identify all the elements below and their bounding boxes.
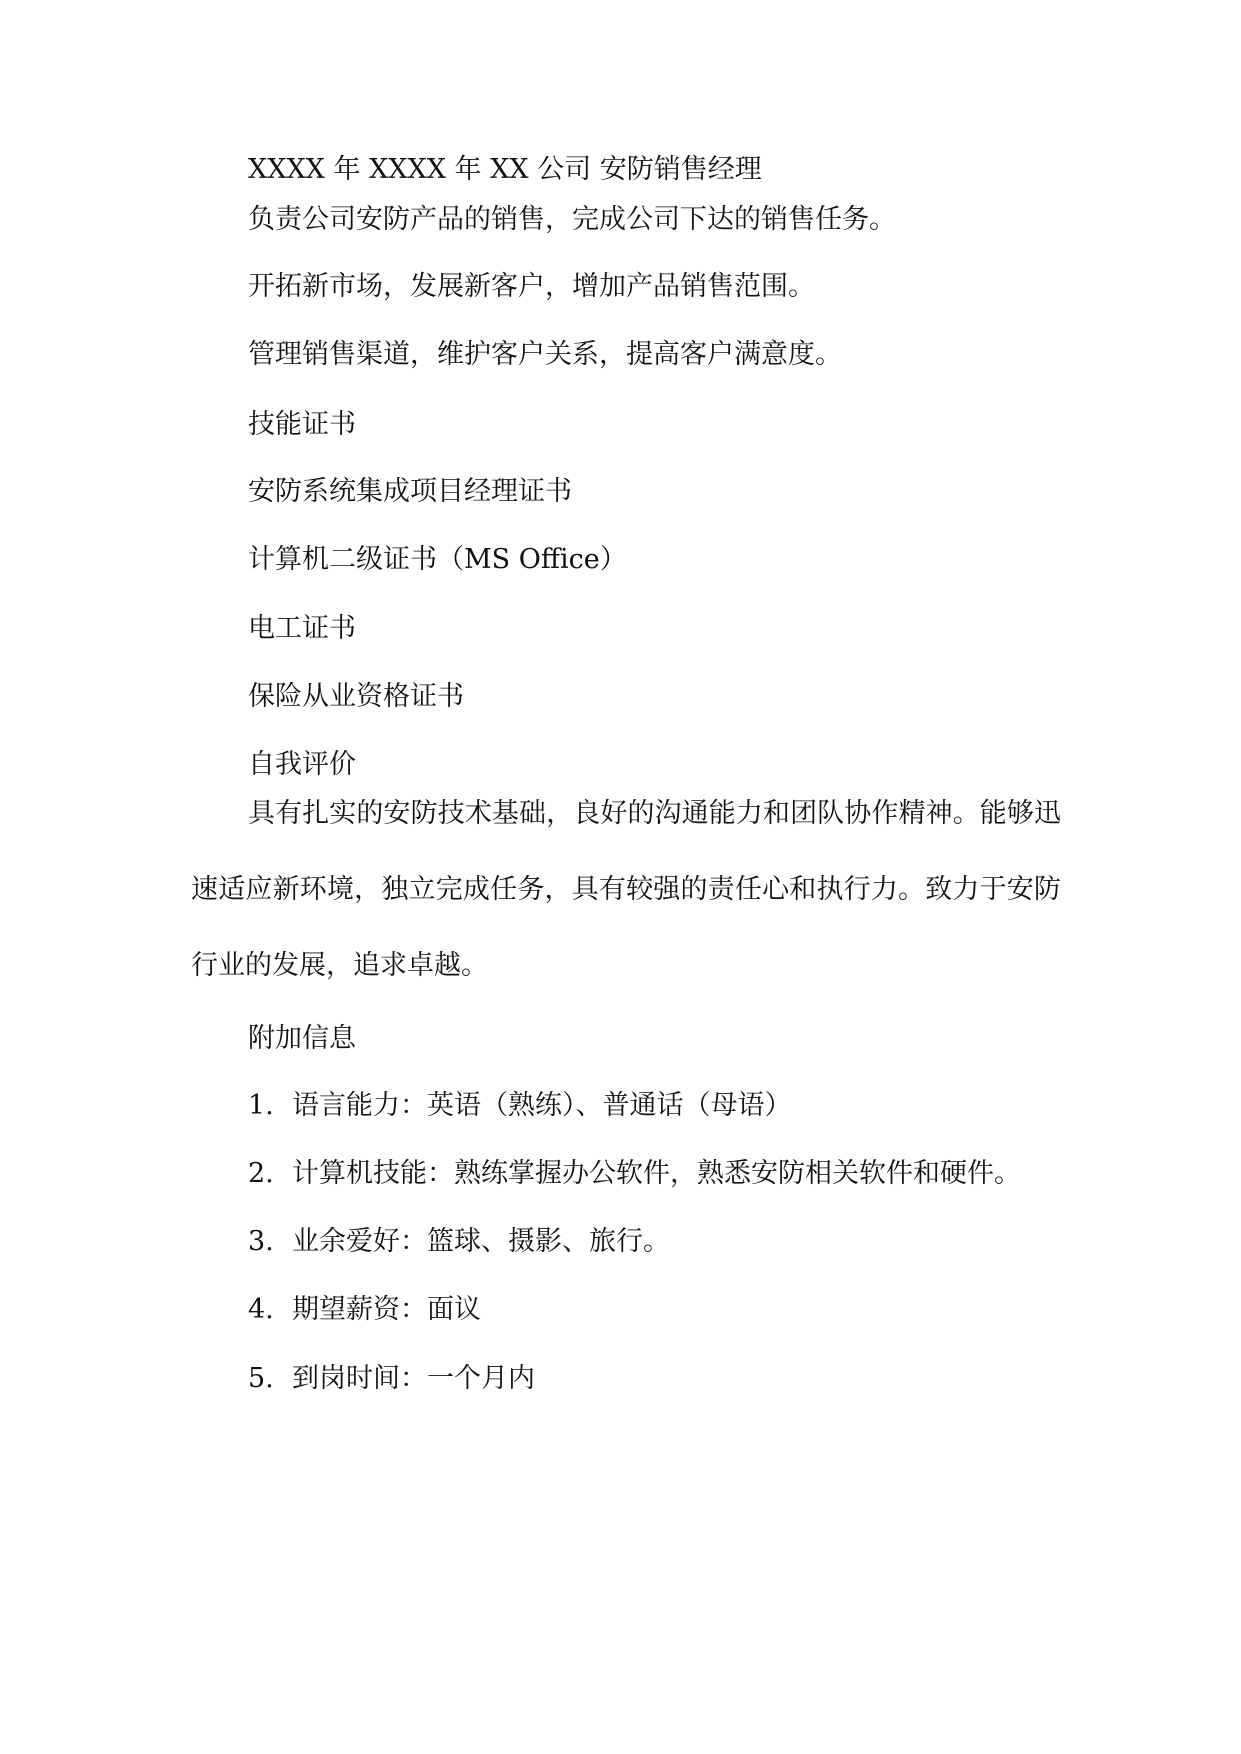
additional-info-heading: 附加信息	[248, 1023, 356, 1054]
list-item	[248, 1290, 481, 1330]
self-evaluation-text: 具有扎实的安防技术基础，良好的沟通能力和团队协作精神。能够迅速适应新环境，独立完成任务，具有较强的责任心和执行力。致力于安防行业的发展，追求卓越。	[191, 798, 1061, 981]
list-item	[248, 1359, 535, 1399]
list-number: 5.	[248, 1363, 274, 1394]
skill-item: 计算机二级证书（MS Office）	[248, 544, 627, 575]
list-text: 语言能力：英语（熟练）、普通话（母语）	[292, 1090, 792, 1121]
list-number: 2.	[248, 1158, 274, 1189]
list-number: 1.	[248, 1090, 274, 1121]
skill-item: 保险从业资格证书	[248, 681, 464, 712]
list-number: 3.	[248, 1226, 274, 1257]
self-evaluation-heading: 自我评价	[248, 749, 356, 780]
list-text: 期望薪资：面议	[292, 1294, 481, 1325]
duty-line: 管理销售渠道，维护客户关系，提高客户满意度。	[248, 339, 842, 370]
skill-item: 安防系统集成项目经理证书	[248, 476, 572, 507]
work-period-line: XXXX 年 XXXX 年 XX 公司 安防销售经理	[248, 154, 762, 185]
skills-heading: 技能证书	[248, 409, 356, 440]
list-text: 到岗时间：一个月内	[292, 1363, 535, 1394]
list-item	[248, 1086, 792, 1126]
list-text: 计算机技能：熟练掌握办公软件，熟悉安防相关软件和硬件。	[292, 1158, 1021, 1189]
list-text: 业余爱好：篮球、摄影、旅行。	[292, 1226, 670, 1257]
list-item	[248, 1222, 670, 1262]
duty-line: 负责公司安防产品的销售，完成公司下达的销售任务。	[248, 204, 896, 235]
duty-line: 开拓新市场，发展新客户，增加产品销售范围。	[248, 271, 815, 302]
list-item	[248, 1154, 1021, 1194]
skill-item: 电工证书	[248, 613, 356, 644]
list-number: 4.	[248, 1294, 274, 1325]
